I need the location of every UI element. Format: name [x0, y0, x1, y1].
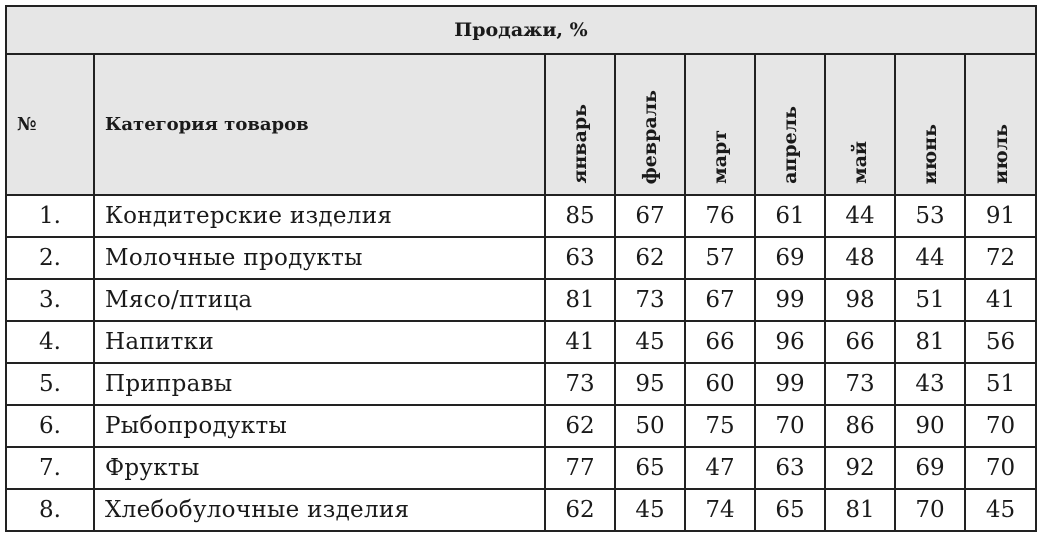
header-month	[895, 54, 965, 195]
row-value-cell: 70	[755, 405, 825, 447]
row-value-cell: 62	[615, 237, 685, 279]
row-value-cell: 69	[755, 237, 825, 279]
row-value-cell: 70	[965, 447, 1036, 489]
row-value-cell: 86	[825, 405, 895, 447]
table-row	[6, 447, 1036, 489]
row-number: 4.	[6, 321, 94, 363]
row-category: Хлебобулочные изделия	[94, 489, 545, 531]
header-month-label: февраль	[639, 89, 661, 184]
header-month-label: июль	[989, 124, 1012, 184]
table-row	[6, 279, 1036, 321]
row-value-cell: 81	[895, 321, 965, 363]
row-value-cell: 85	[545, 195, 615, 237]
row-value-cell: 67	[615, 195, 685, 237]
row-number: 2.	[6, 237, 94, 279]
row-value-cell: 73	[545, 363, 615, 405]
row-value-cell: 73	[615, 279, 685, 321]
header-month	[615, 54, 685, 195]
row-value-cell: 47	[685, 447, 755, 489]
row-value-cell: 63	[755, 447, 825, 489]
header-month-label: май	[849, 141, 871, 184]
row-value-cell: 62	[545, 405, 615, 447]
header-month-label: апрель	[779, 106, 801, 184]
header-number: №	[6, 54, 94, 195]
row-value-cell: 41	[965, 279, 1036, 321]
row-value-cell: 65	[615, 447, 685, 489]
row-category: Мясо/птица	[94, 279, 545, 321]
row-value-cell: 57	[685, 237, 755, 279]
row-value-cell: 53	[895, 195, 965, 237]
row-value-cell: 44	[895, 237, 965, 279]
row-value-cell: 76	[685, 195, 755, 237]
row-category: Напитки	[94, 321, 545, 363]
row-value-cell: 63	[545, 237, 615, 279]
table-row	[6, 195, 1036, 237]
row-value-cell: 60	[685, 363, 755, 405]
row-value-cell: 45	[615, 321, 685, 363]
row-value-cell: 99	[755, 363, 825, 405]
table-row	[6, 237, 1036, 279]
row-value-cell: 99	[755, 279, 825, 321]
row-value-cell: 74	[685, 489, 755, 531]
row-value-cell: 81	[545, 279, 615, 321]
row-value-cell: 56	[965, 321, 1036, 363]
table-row	[6, 405, 1036, 447]
row-value-cell: 45	[965, 489, 1036, 531]
row-value-cell: 41	[545, 321, 615, 363]
table-row	[6, 489, 1036, 531]
sales-table	[5, 5, 1037, 532]
table-title: Продажи, %	[6, 6, 1036, 54]
row-value-cell: 91	[965, 195, 1036, 237]
row-category: Молочные продукты	[94, 237, 545, 279]
row-value-cell: 45	[615, 489, 685, 531]
row-value-cell: 72	[965, 237, 1036, 279]
row-value-cell: 65	[755, 489, 825, 531]
header-month-label: март	[709, 130, 731, 184]
header-month	[545, 54, 615, 195]
row-number: 1.	[6, 195, 94, 237]
header-month-label: июнь	[919, 123, 941, 184]
table-body	[6, 195, 1036, 531]
row-number: 6.	[6, 405, 94, 447]
row-category: Кондитерские изделия	[94, 195, 545, 237]
header-month-label: январь	[569, 104, 591, 184]
row-category: Фрукты	[94, 447, 545, 489]
row-value-cell: 75	[685, 405, 755, 447]
row-value-cell: 73	[825, 363, 895, 405]
row-number: 8.	[6, 489, 94, 531]
row-value-cell: 51	[895, 279, 965, 321]
row-value-cell: 95	[615, 363, 685, 405]
row-value-cell: 62	[545, 489, 615, 531]
table-row	[6, 321, 1036, 363]
header-category: Категория товаров	[94, 54, 545, 195]
row-value-cell: 81	[825, 489, 895, 531]
row-value-cell: 50	[615, 405, 685, 447]
row-value-cell: 43	[895, 363, 965, 405]
row-value-cell: 96	[755, 321, 825, 363]
header-month	[965, 54, 1036, 195]
row-value-cell: 98	[825, 279, 895, 321]
row-category: Рыбопродукты	[94, 405, 545, 447]
header-month	[825, 54, 895, 195]
table-row	[6, 363, 1036, 405]
header-month	[755, 54, 825, 195]
row-value-cell: 67	[685, 279, 755, 321]
header-month	[685, 54, 755, 195]
row-value-cell: 66	[825, 321, 895, 363]
row-category: Приправы	[94, 363, 545, 405]
row-value-cell: 70	[895, 489, 965, 531]
row-value-cell: 90	[895, 405, 965, 447]
row-value-cell: 51	[965, 363, 1036, 405]
row-value-cell: 92	[825, 447, 895, 489]
row-value-cell: 61	[755, 195, 825, 237]
row-value-cell: 70	[965, 405, 1036, 447]
row-number: 5.	[6, 363, 94, 405]
row-value-cell: 69	[895, 447, 965, 489]
row-value-cell: 44	[825, 195, 895, 237]
row-value-cell: 77	[545, 447, 615, 489]
row-value-cell: 66	[685, 321, 755, 363]
row-number: 7.	[6, 447, 94, 489]
row-value-cell: 48	[825, 237, 895, 279]
row-number: 3.	[6, 279, 94, 321]
